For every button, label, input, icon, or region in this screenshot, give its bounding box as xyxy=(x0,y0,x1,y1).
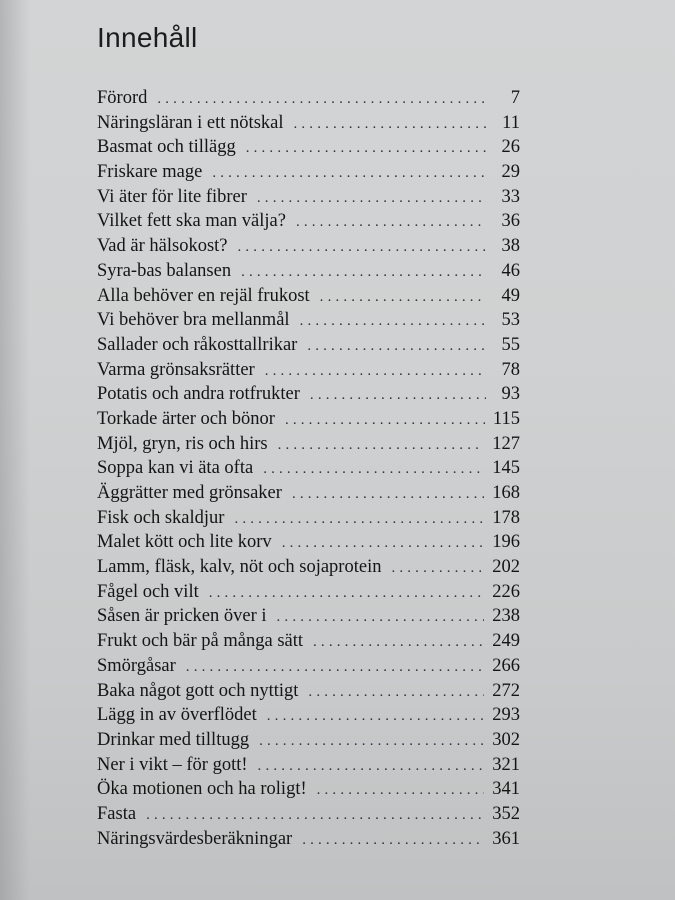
dot-leader xyxy=(241,264,486,281)
toc-entry xyxy=(97,261,520,286)
toc-entry-page-number: 93 xyxy=(501,384,520,405)
toc-entry-title: Lamm, fläsk, kalv, nöt och sojaprotein xyxy=(97,557,382,578)
toc-entry xyxy=(97,137,520,162)
toc-entry xyxy=(97,681,520,706)
toc-entry xyxy=(97,730,520,755)
toc-entry xyxy=(97,162,520,187)
toc-entry-title: Soppa kan vi äta ofta xyxy=(97,458,254,479)
toc-entry-title: Lägg in av överflödet xyxy=(97,705,257,726)
toc-entry-page-number: 321 xyxy=(492,754,520,775)
toc-entry-title: Fågel och vilt xyxy=(97,581,199,602)
toc-entry-title: Malet kött och lite korv xyxy=(97,532,272,553)
toc-entry xyxy=(97,458,520,483)
toc-entry-title: Baka något gott och nyttigt xyxy=(97,680,299,701)
dot-leader xyxy=(300,313,486,330)
toc-entry xyxy=(97,360,520,385)
toc-entry-page-number: 238 xyxy=(492,606,520,627)
toc-entry xyxy=(97,187,520,212)
toc-entry xyxy=(97,779,520,804)
dot-leader xyxy=(212,165,486,182)
dot-leader xyxy=(263,461,484,478)
toc-entry xyxy=(97,211,520,236)
toc-entry-page-number: 341 xyxy=(492,779,520,800)
toc-entry xyxy=(97,384,520,409)
toc-entry-page-number: 266 xyxy=(492,655,520,676)
toc-entry-title: Smörgåsar xyxy=(97,655,176,676)
toc-entry-title: Såsen är pricken över i xyxy=(97,606,267,627)
toc-entry-title: Vad är hälsokost? xyxy=(97,236,228,257)
toc-entry xyxy=(97,483,520,508)
toc-entry-title: Potatis och andra rotfrukter xyxy=(97,384,300,405)
dot-leader xyxy=(186,659,484,676)
toc-entry-page-number: 46 xyxy=(501,260,520,281)
toc-entry-page-number: 226 xyxy=(492,581,520,602)
toc-entry-title: Basmat och tillägg xyxy=(97,137,236,158)
toc-entry xyxy=(97,606,520,631)
toc-entry xyxy=(97,508,520,533)
toc-entry-page-number: 145 xyxy=(492,458,520,479)
toc-entry-page-number: 26 xyxy=(501,137,520,158)
toc-entry-title: Fisk och skaldjur xyxy=(97,507,225,528)
dot-leader xyxy=(296,214,486,231)
toc-entry xyxy=(97,335,520,360)
dot-leader xyxy=(146,807,484,824)
toc-entry xyxy=(97,286,520,311)
dot-leader xyxy=(257,190,486,207)
toc-entry xyxy=(97,236,520,261)
dot-leader xyxy=(238,239,487,256)
toc-entry-title: Friskare mage xyxy=(97,162,203,183)
toc-entry-title: Torkade ärter och bönor xyxy=(97,408,275,429)
dot-leader xyxy=(265,363,486,380)
table-of-contents xyxy=(97,88,520,853)
toc-entry-title: Syra-bas balansen xyxy=(97,260,232,281)
dot-leader xyxy=(320,289,486,306)
dot-leader xyxy=(282,535,485,552)
toc-entry-title: Vilket fett ska man välja? xyxy=(97,211,286,232)
dot-leader xyxy=(310,387,486,404)
toc-entry-page-number: 7 xyxy=(510,88,520,108)
toc-entry-title: Mjöl, gryn, ris och hirs xyxy=(97,433,268,454)
toc-entry xyxy=(97,829,520,854)
toc-entry-page-number: 78 xyxy=(501,359,520,380)
toc-entry-page-number: 115 xyxy=(492,408,520,429)
dot-leader xyxy=(258,758,485,775)
toc-entry-title: Näringsvärdesberäkningar xyxy=(97,828,293,849)
toc-entry-title: Varma grönsaksrätter xyxy=(97,359,255,380)
toc-entry-page-number: 196 xyxy=(492,532,520,553)
page-title: Innehåll xyxy=(97,22,198,53)
toc-entry-title: Alla behöver en rejäl frukost xyxy=(97,285,310,306)
toc-entry-title: Näringsläran i ett nötskal xyxy=(97,112,284,133)
toc-entry-title: Äggrätter med grönsaker xyxy=(97,483,282,503)
toc-entry xyxy=(97,88,520,113)
toc-entry-page-number: 168 xyxy=(492,483,520,503)
toc-entry xyxy=(97,582,520,607)
dot-leader xyxy=(391,560,484,577)
toc-entry-page-number: 36 xyxy=(501,211,520,232)
toc-entry xyxy=(97,631,520,656)
toc-entry-title: Sallader och råkosttallrikar xyxy=(97,334,298,355)
toc-entry-page-number: 178 xyxy=(492,507,520,528)
dot-leader xyxy=(157,91,486,108)
toc-entry xyxy=(97,409,520,434)
dot-leader xyxy=(307,338,486,355)
dot-leader xyxy=(209,585,485,602)
toc-entry xyxy=(97,755,520,780)
toc-entry-title: Vi äter för lite fibrer xyxy=(97,186,247,207)
dot-leader xyxy=(277,609,485,626)
dot-leader xyxy=(278,437,485,454)
dot-leader xyxy=(267,708,484,725)
toc-entry-page-number: 11 xyxy=(502,112,520,133)
dot-leader xyxy=(294,116,487,133)
dot-leader xyxy=(234,511,484,528)
toc-entry-page-number: 361 xyxy=(492,828,520,849)
toc-entry-page-number: 29 xyxy=(501,162,520,183)
toc-entry-title: Drinkar med tilltugg xyxy=(97,729,250,750)
toc-entry-page-number: 249 xyxy=(492,631,520,652)
toc-entry-title: Förord xyxy=(97,88,148,108)
toc-entry-page-number: 33 xyxy=(501,186,520,207)
toc-entry xyxy=(97,532,520,557)
toc-entry xyxy=(97,705,520,730)
toc-entry xyxy=(97,804,520,829)
dot-leader xyxy=(285,412,485,429)
dot-leader xyxy=(259,733,484,750)
toc-entry-title: Ner i vikt – för gott! xyxy=(97,754,248,775)
toc-entry-title: Vi behöver bra mellanmål xyxy=(97,310,290,331)
toc-entry-page-number: 38 xyxy=(501,236,520,257)
toc-entry-page-number: 55 xyxy=(501,334,520,355)
toc-entry-title: Frukt och bär på många sätt xyxy=(97,631,304,652)
toc-entry xyxy=(97,310,520,335)
toc-entry-page-number: 302 xyxy=(492,729,520,750)
toc-entry-page-number: 127 xyxy=(492,433,520,454)
toc-entry-title: Fasta xyxy=(97,803,137,824)
toc-entry-page-number: 272 xyxy=(492,680,520,701)
toc-entry xyxy=(97,557,520,582)
dot-leader xyxy=(292,486,484,503)
dot-leader xyxy=(302,832,484,849)
toc-entry xyxy=(97,656,520,681)
toc-entry-page-number: 352 xyxy=(492,803,520,824)
toc-entry-page-number: 202 xyxy=(492,557,520,578)
dot-leader xyxy=(313,634,484,651)
toc-entry-page-number: 49 xyxy=(501,285,520,306)
toc-entry-page-number: 53 xyxy=(501,310,520,331)
dot-leader xyxy=(308,684,484,701)
toc-entry-page-number: 293 xyxy=(492,705,520,726)
toc-entry xyxy=(97,113,520,138)
toc-entry-title: Öka motionen och ha roligt! xyxy=(97,779,307,800)
toc-entry xyxy=(97,434,520,459)
dot-leader xyxy=(246,140,486,157)
page-shadow xyxy=(0,0,30,900)
dot-leader xyxy=(317,782,485,799)
